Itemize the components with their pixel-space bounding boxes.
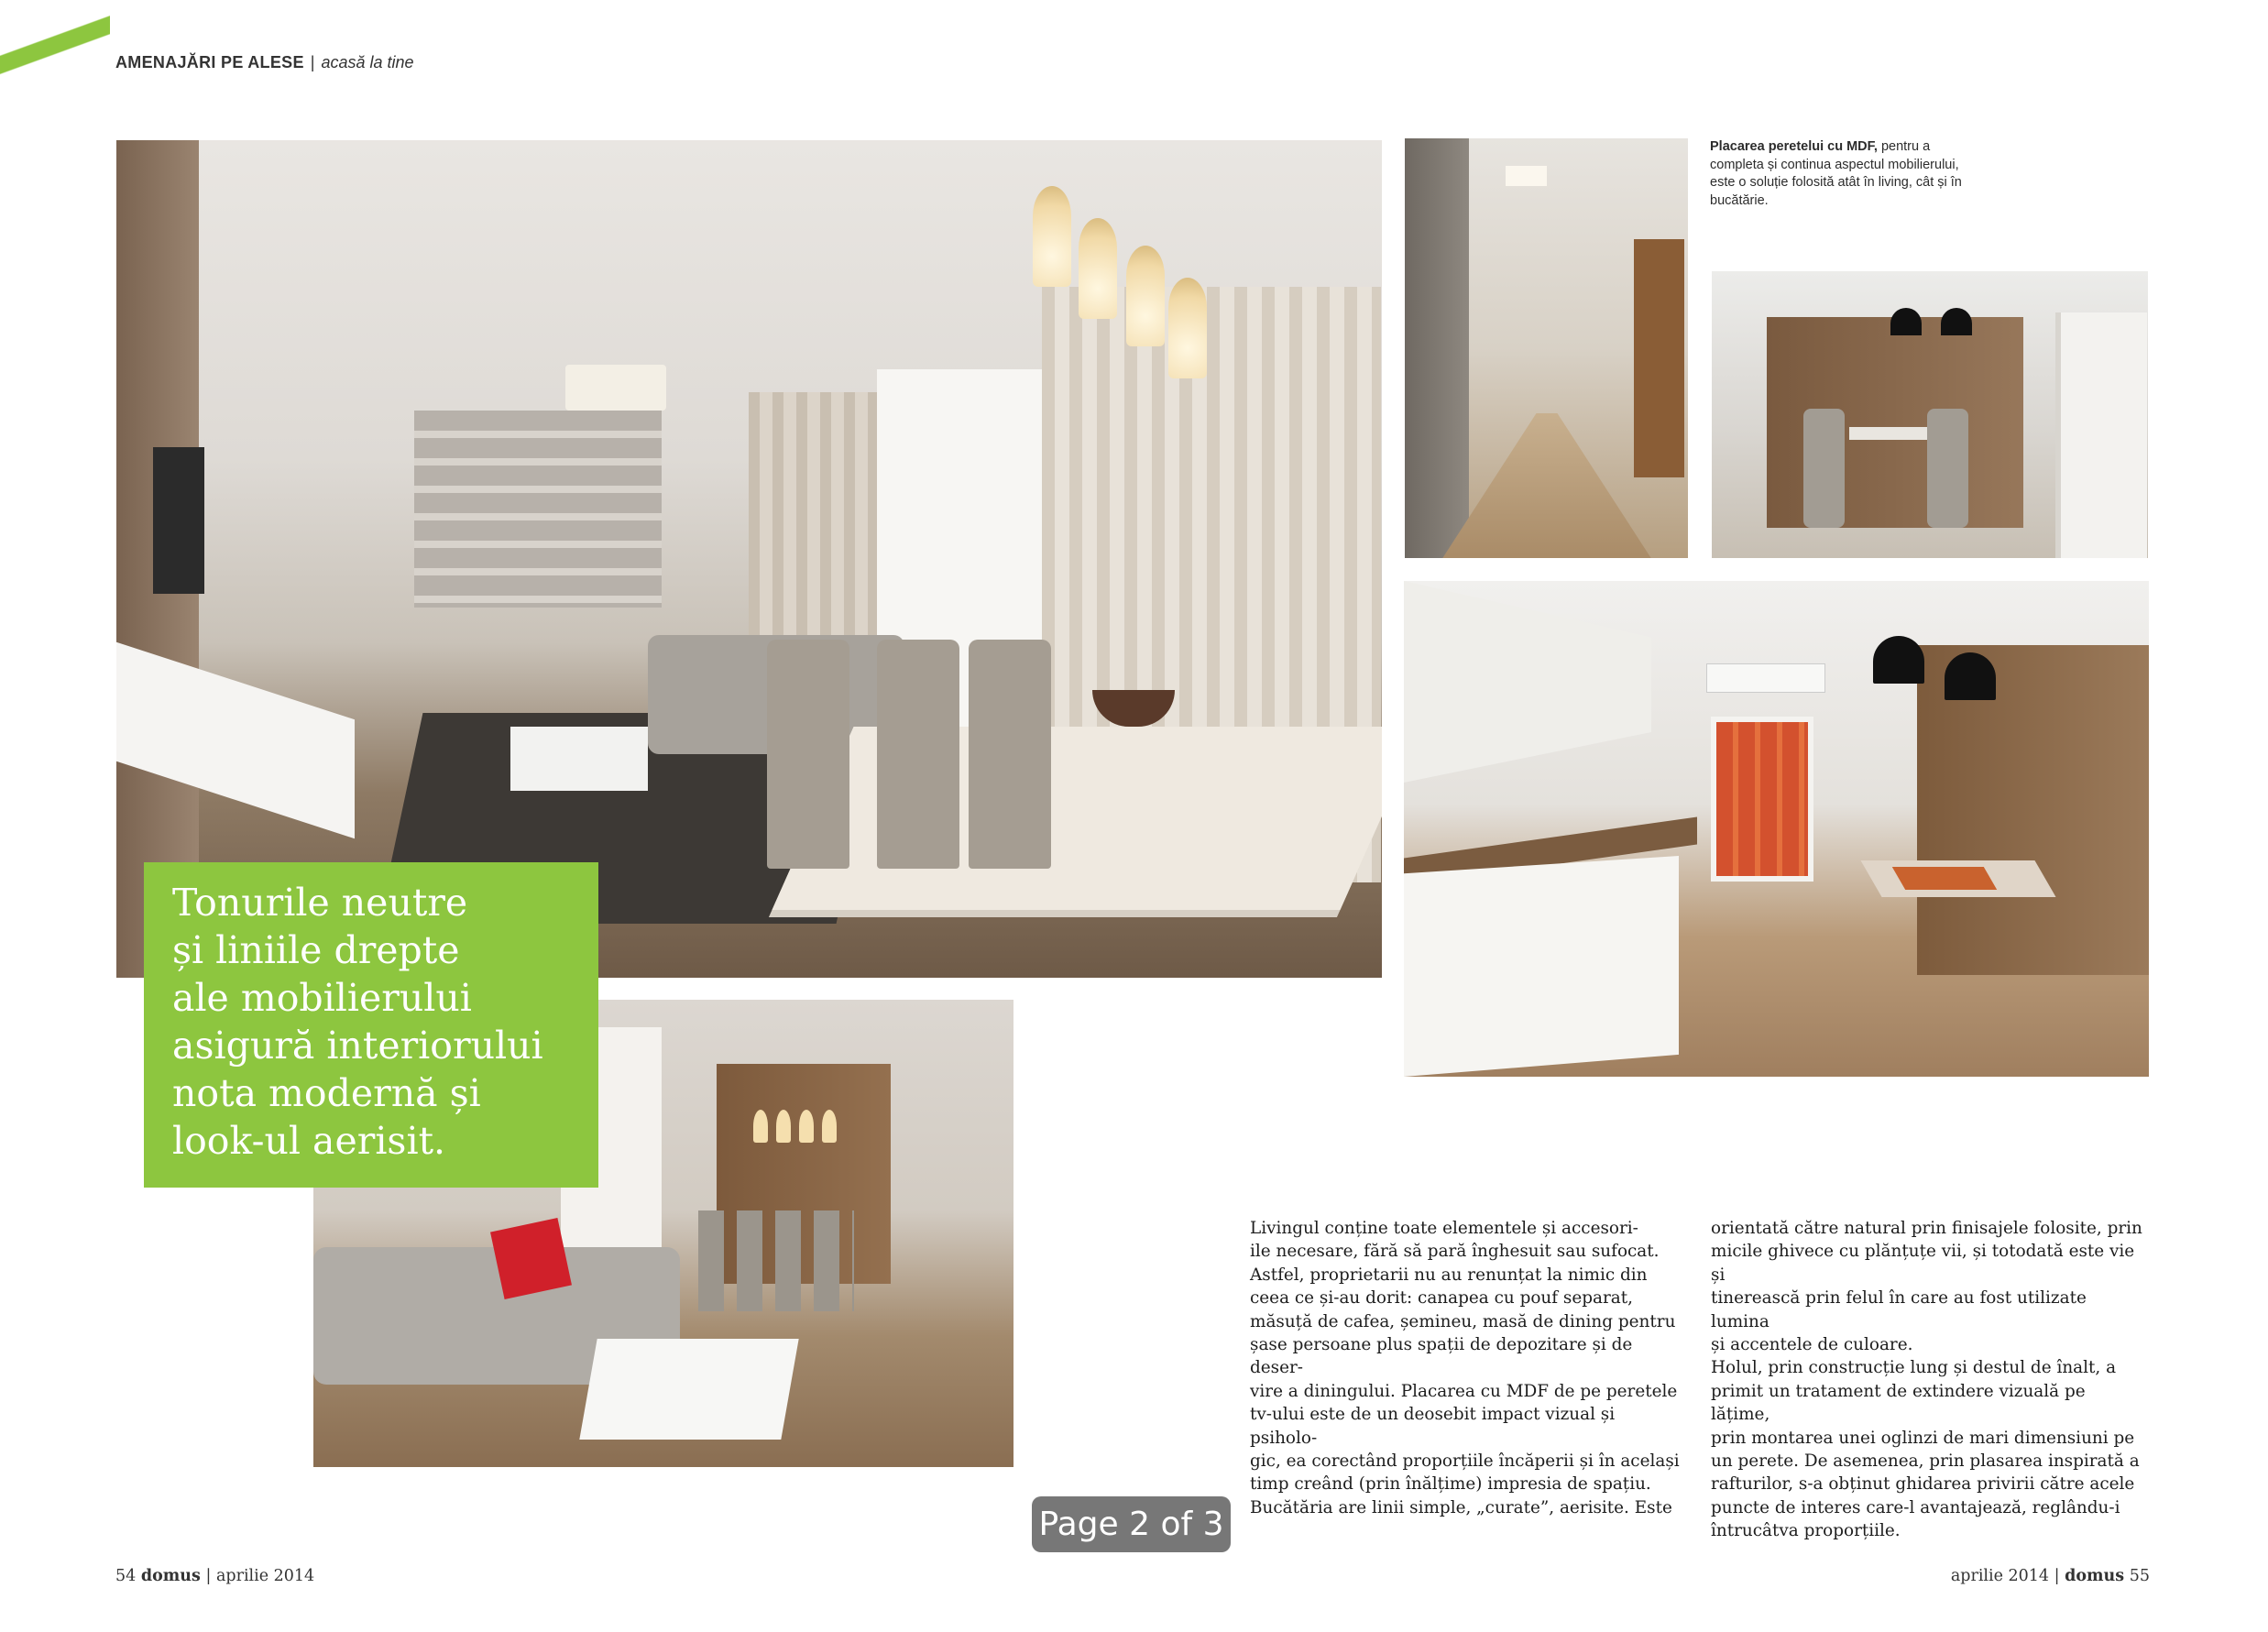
subsection-title: acasă la tine: [321, 53, 414, 71]
body-column-1: Livingul conține toate elementele și accesori- ile necesare, fără să pară înghesuit sau sufocat. Astfel, proprietarii nu au renunțat la nimic din ceea ce și-au dorit: canapea cu pouf separat, măsuță de cafea, șemineu, masă de dining pentru șase persoane plus spații de depozitare și de deser- vire a diningului. Placarea cu MDF de pe peretele tv-ului este de un deosebit impact vizual și psiholo- gic, ea corectând proporțiile încăperii și în același timp creând (prin înălțime) impresia de spațiu. Bucătăria are linii simple, „curate”, aerisite. Este: [1250, 1219, 1680, 1517]
ceiling-light: [565, 365, 666, 411]
footer-separator: |: [2054, 1567, 2060, 1585]
corner-accent: [0, 0, 110, 82]
pendant-lamp: [1079, 218, 1117, 319]
pendant-lamp: [1945, 652, 1996, 700]
brand-left: domus: [140, 1567, 201, 1585]
hallway-photo: [1405, 138, 1688, 558]
footer-separator: |: [205, 1567, 212, 1585]
roman-blind: [414, 411, 662, 608]
page-number-right: 55: [2129, 1567, 2150, 1585]
caption-bold: Placarea peretelui cu MDF,: [1710, 139, 1878, 154]
issue-date-left: aprilie 2014: [215, 1567, 315, 1585]
pendant-lamp: [799, 1110, 814, 1143]
issue-date-right: aprilie 2014: [1950, 1567, 2050, 1585]
pendant-lamp: [1890, 308, 1922, 335]
caption-text: pentru a completa și continua aspectul mobilierului, este o soluție folosită atât în living, cât și în bucătărie.: [1710, 139, 1962, 208]
door: [1634, 239, 1684, 477]
dining-nook-photo: [1712, 271, 2148, 558]
lower-cabinets: [1404, 856, 1679, 1077]
dining-chair: [877, 640, 959, 869]
pendant-lamp: [1941, 308, 1972, 335]
photo-caption: [1710, 138, 1976, 210]
table-runner: [1892, 867, 1997, 890]
pendant-lamp: [1873, 636, 1924, 684]
living-room-photo: [116, 140, 1382, 978]
chair: [1927, 409, 1968, 528]
pendant-lamp: [822, 1110, 837, 1143]
body-column-2: orientată către natural prin finisajele folosite, prin micile ghivece cu plănțuțe vii, și totodată este vie și tinerească prin felul în care au fost utilizate lumina și accentele de culoare. Holul, prin construcție lung și destul de înalt, a primit un tratament de extindere vizuală pe lățime, prin montarea unei oglinzi de mari dimensiuni pe un perete. De asemenea, prin plasarea inspirată a rafturilor, s-a obținut ghidarea privirii către acele puncte de interes care-l avantajează, reglându-i întrucâtva proporțiile.: [1711, 1219, 2142, 1541]
running-head: [115, 53, 414, 72]
dining-chair: [969, 640, 1051, 869]
coffee-table: [510, 727, 648, 791]
red-pillow: [490, 1218, 572, 1299]
kitchen-photo: [1404, 581, 2149, 1077]
pull-quote-box: [144, 862, 598, 1188]
chair: [1803, 409, 1845, 528]
dining-table: [772, 727, 1382, 910]
pendant-lamp: [1126, 246, 1165, 346]
mirror-wall: [1405, 138, 1469, 558]
header-separator: |: [310, 53, 315, 71]
pendant-lamp: [776, 1110, 791, 1143]
page-number-left: 54: [115, 1567, 137, 1585]
hall-floor: [1441, 413, 1652, 558]
coffee-table: [579, 1339, 798, 1440]
section-title: AMENAJĂRI PE ALESE: [115, 53, 304, 71]
pendant-lamp: [1168, 278, 1207, 378]
tv-screen: [153, 447, 204, 594]
window-blind: [1711, 717, 1813, 882]
page-indicator[interactable]: Page 2 of 3: [1032, 1496, 1231, 1552]
door: [2055, 312, 2147, 558]
footer-left: [115, 1567, 314, 1585]
upper-cabinets: [1404, 581, 1651, 783]
dining-chairs: [698, 1210, 854, 1311]
footer-right: [1951, 1567, 2150, 1585]
pull-quote-text: Tonurile neutre și liniile drepte ale mobilierului asigură interiorului nota modernă și look-ul aerisit.: [172, 881, 543, 1163]
pendant-lamp: [753, 1110, 768, 1143]
air-conditioner: [1706, 663, 1825, 693]
ceiling-light: [1506, 166, 1547, 186]
brand-right: domus: [2065, 1567, 2125, 1585]
dining-chair: [767, 640, 849, 869]
pendant-lamp: [1033, 186, 1071, 287]
